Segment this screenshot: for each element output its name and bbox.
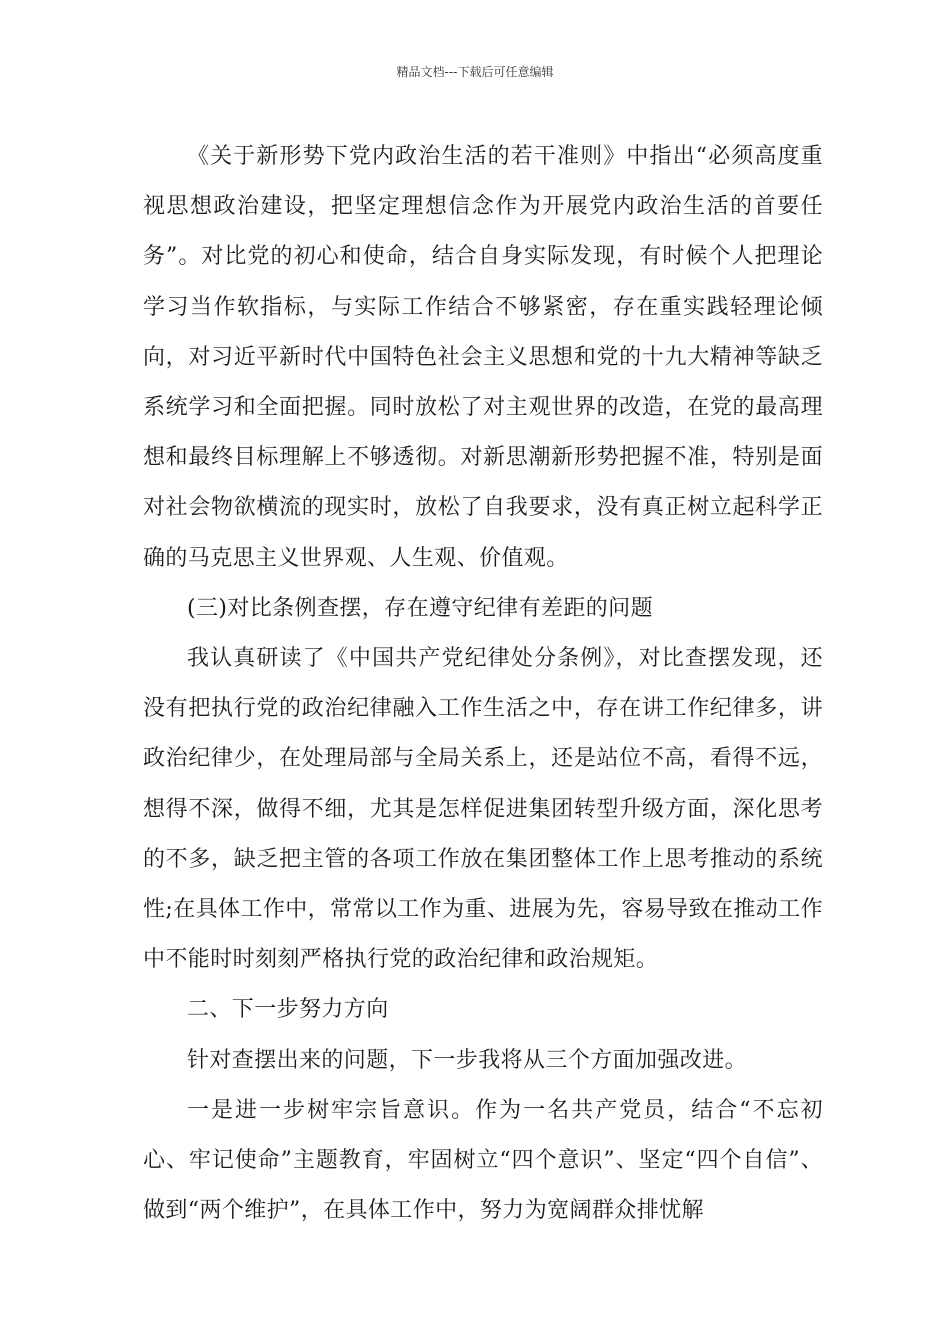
paragraph-next-steps-intro: 针对查摆出来的问题，下一步我将从三个方面加强改进。 [187,1047,748,1073]
paragraph-discipline: 我认真研读了《中国共产党纪律处分条例》，对比查摆发现，还没有把执行党的政治纪律融入工作生活之中，存在讲工作纪律多，讲政治纪律少，在处理局部与全局关系上，还是站位不高，看得不远，想得不深，做得不细，尤其是怎样促进集团转型升级方面，深化思考的不多，缺乏把主管的各项工作放在集团整体工作上思考推动的系统性;在具体工作中，常常以工作为重、进展为先，容易导致在推动工作中不能时时刻刻严格执行党的政治纪律和政治规矩。 [143,646,823,973]
page-header: 精品文档---下载后可任意编辑 [396,65,554,79]
paragraph-purpose-awareness: 一是进一步树牢宗旨意识。作为一名共产党员，结合“不忘初心、牢记使命”主题教育，牢固树立“四个意识”、坚定“四个自信”、做到“两个维护”，在具体工作中，努力为宽阔群众排忧解 [143,1097,823,1224]
document-body [143,132,823,1236]
section-heading-discipline: (三)对比条例查摆，存在遵守纪律有差距的问题 [187,595,653,621]
section-heading-next-steps: 二、下一步努力方向 [187,997,389,1023]
paragraph-guidelines: 《关于新形势下党内政治生活的若干准则》中指出“必须高度重视思想政治建设，把坚定理想信念作为开展党内政治生活的首要任务”。对比党的初心和使命，结合自身实际发现，有时候个人把理论学习当作软指标，与实际工作结合不够紧密，存在重实践轻理论倾向，对习近平新时代中国特色社会主义思想和党的十九大精神等缺乏系统学习和全面把握。同时放松了对主观世界的改造，在党的最高理想和最终目标理解上不够透彻。对新思潮新形势把握不准，特别是面对社会物欲横流的现实时，放松了自我要求，没有真正树立起科学正确的马克思主义世界观、人生观、价值观。 [143,144,823,571]
